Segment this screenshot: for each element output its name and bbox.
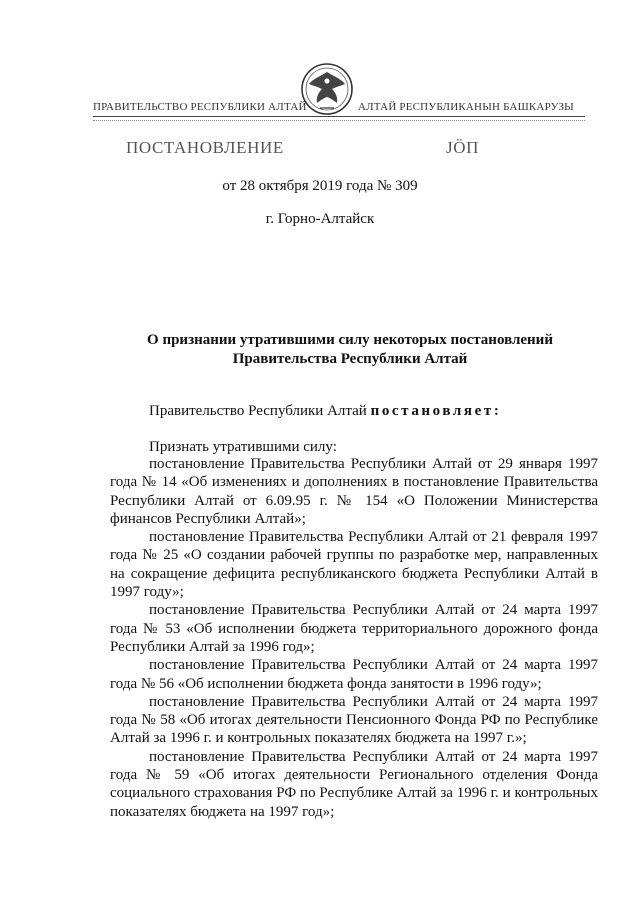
- title-line: Правительства Республики Алтай: [232, 351, 468, 367]
- preamble-text: Правительство Республики Алтай: [149, 403, 367, 419]
- resolution-lead: Признать утратившими силу:: [149, 439, 337, 455]
- preamble-emphasis: постановляет:: [370, 403, 502, 419]
- government-name-ru: ПРАВИТЕЛЬСТВО РЕСПУБЛИКИ АЛТАЙ: [93, 101, 307, 113]
- list-item: постановление Правительства Республики Алтай от 24 марта 1997 года № 59 «Об итогах деятельности Регионального отделения Фонда социального страхования РФ по Республике Алтай за 1996 г. и контрольных показателях бюджета на 1997 год»;: [110, 748, 598, 820]
- coat-of-arms-icon: [300, 60, 354, 118]
- government-name-alt: АЛТАЙ РЕСПУБЛИКАНЫН БАШКАРУЗЫ: [358, 101, 574, 113]
- list-item: постановление Правительства Республики Алтай от 24 марта 1997 года № 58 «Об итогах деятельности Пенсионного Фонда РФ по Республике Алтай за 1996 г. и контрольных показателях бюджета на 1997 г.»;: [110, 693, 598, 747]
- list-item: постановление Правительства Республики Алтай от 24 марта 1997 года № 56 «Об исполнении бюджета фонда занятости в 1996 году»;: [110, 657, 598, 692]
- repealed-list: [110, 455, 598, 821]
- doc-type-alt: ЈÖП: [446, 138, 479, 157]
- document-city: г. Горно-Алтайск: [265, 211, 375, 227]
- list-item: постановление Правительства Республики Алтай от 24 марта 1997 года № 53 «Об исполнении бюджета территориального дорожного фонда Республики Алтай за 1996 год»;: [110, 602, 598, 655]
- title-line: О признании утратившими силу некоторых постановлений: [147, 332, 553, 348]
- header-rule: [93, 116, 585, 117]
- doc-type-ru: ПОСТАНОВЛЕНИЕ: [126, 138, 284, 157]
- document-date-number: от 28 октября 2019 года № 309: [222, 178, 418, 194]
- header-rule-dotted: [93, 120, 585, 121]
- list-item: постановление Правительства Республики Алтай от 29 января 1997 года № 14 «Об изменениях и дополнениях в постановление Правительства Республики Алтай от 6.09.95 г. № 154 «О Положении Министерства финансов Республики Алтай»;: [110, 456, 598, 527]
- document-title: [110, 331, 590, 369]
- preamble: [149, 403, 501, 420]
- list-item: постановление Правительства Республики Алтай от 21 февраля 1997 года № 25 «О создании рабочей группы по разработке мер, направленных на сокращение дефицита республиканского бюджета Республики Алтай в 1997 году»;: [110, 529, 598, 601]
